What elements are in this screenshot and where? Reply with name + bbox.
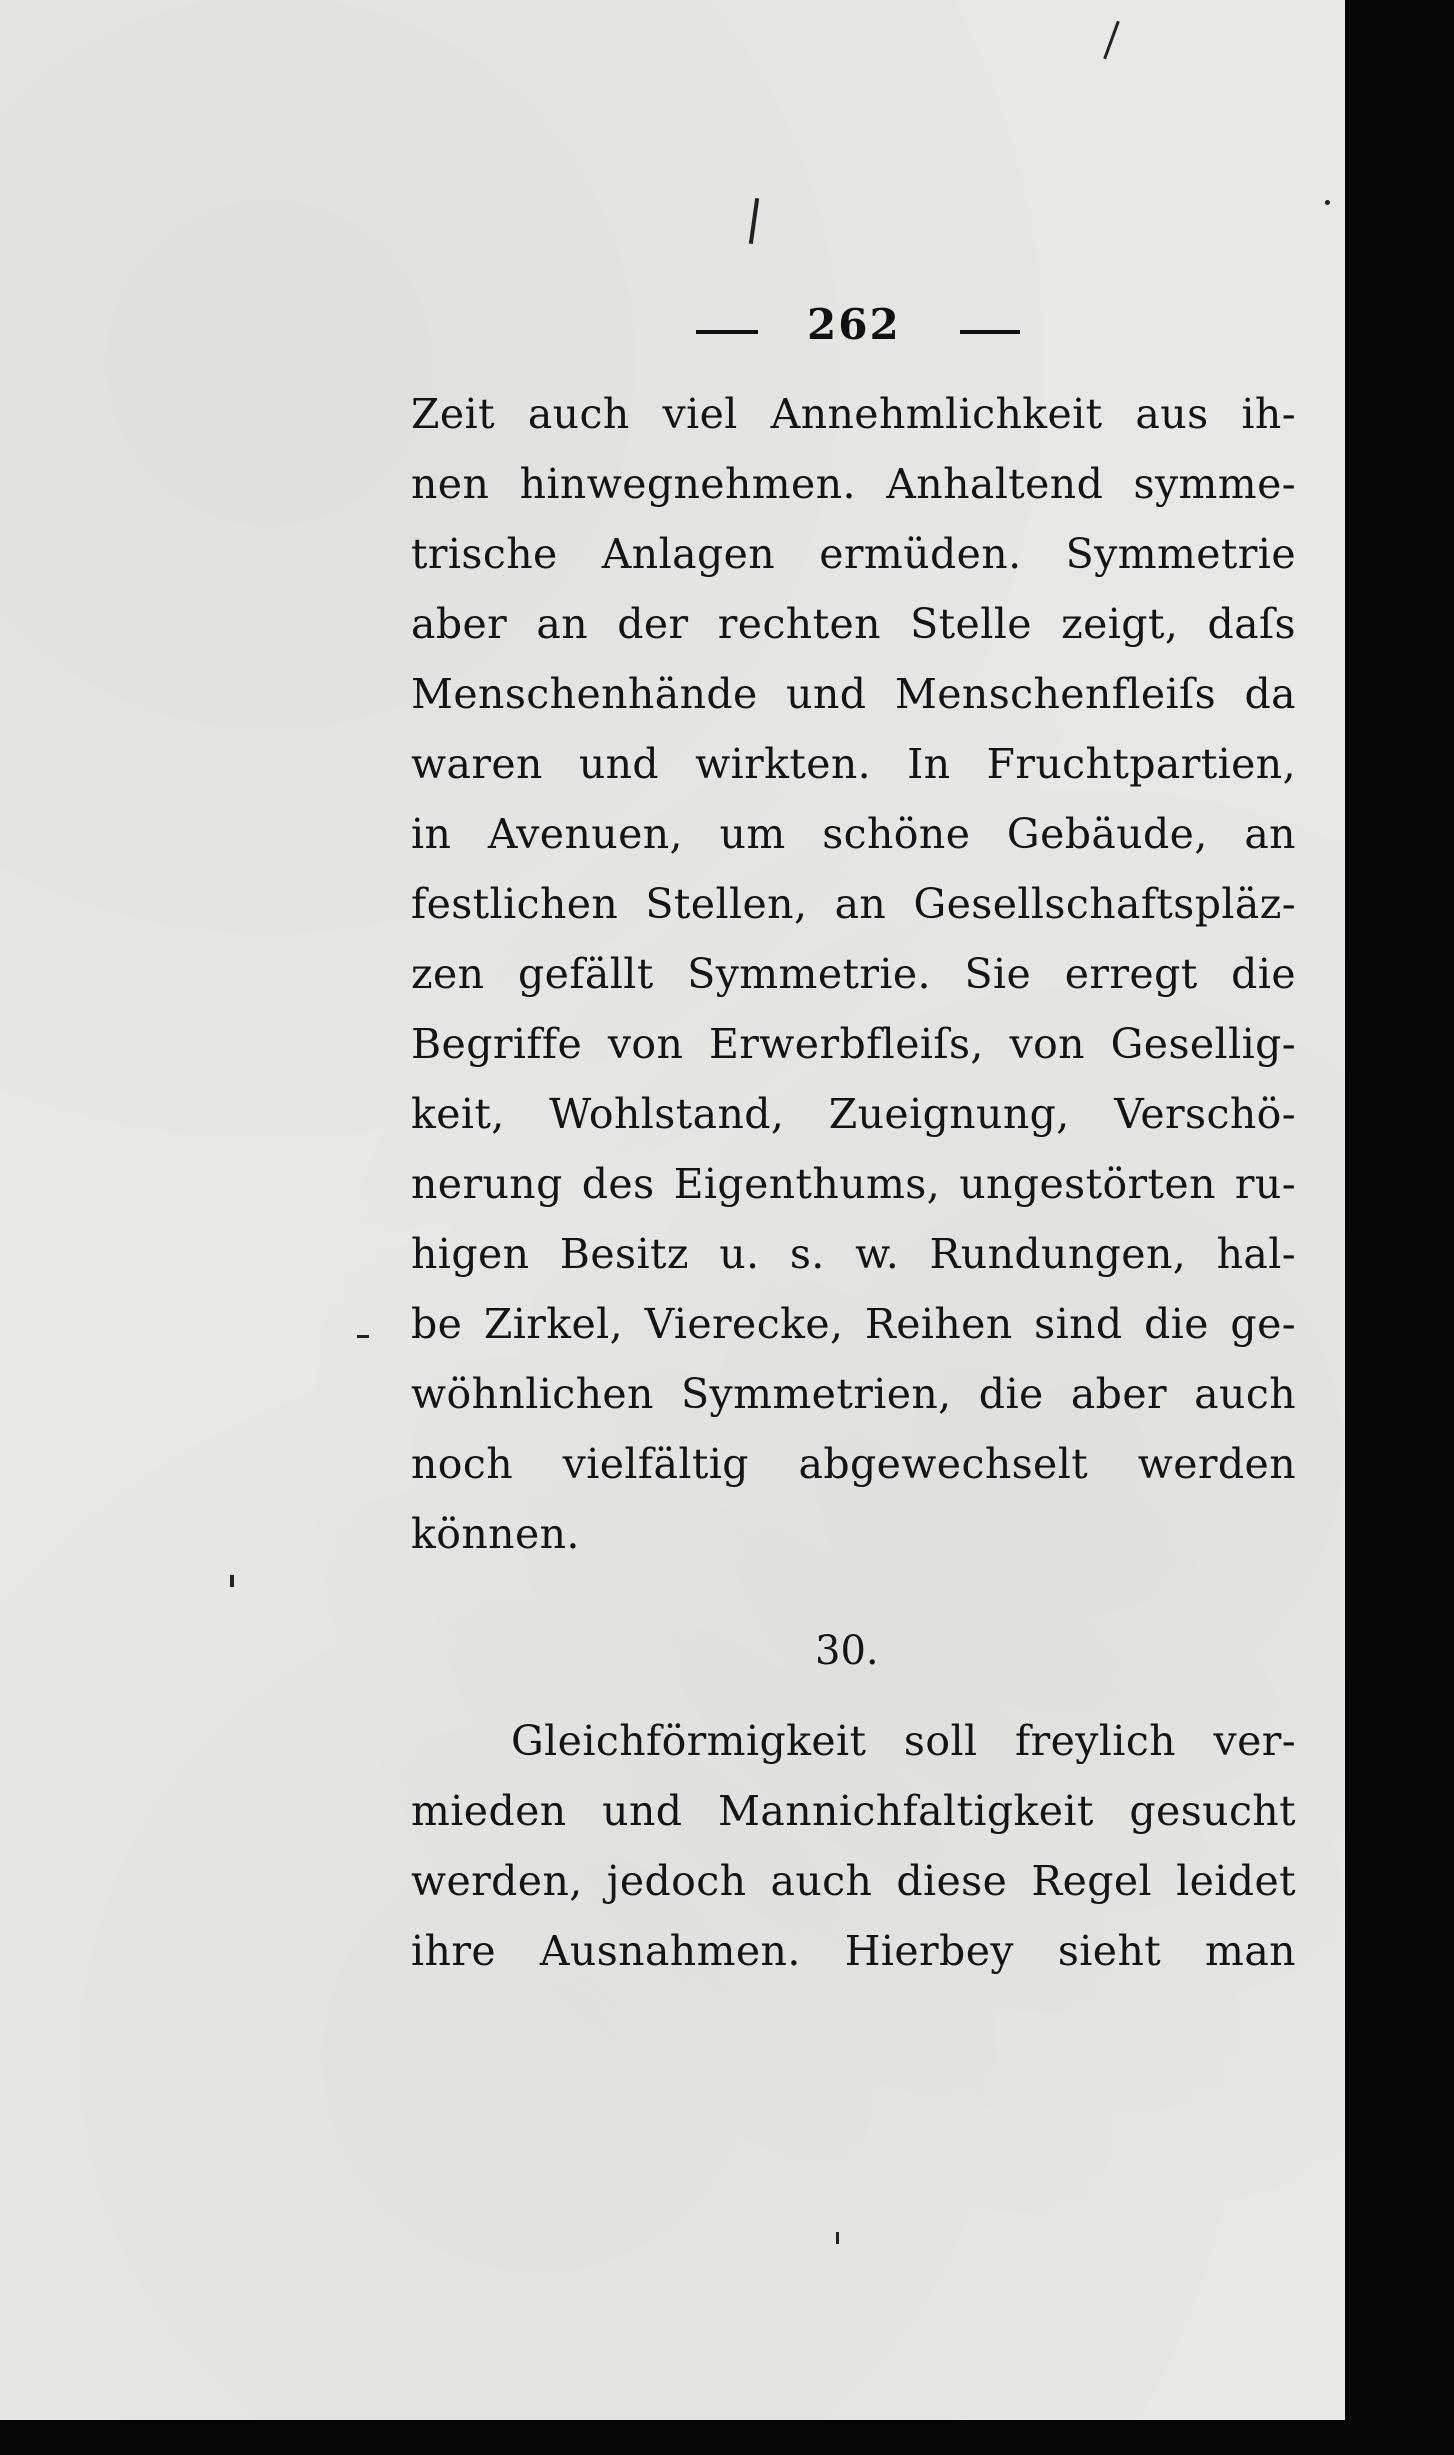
text-line: können. bbox=[411, 1510, 580, 1558]
section-number: 30. bbox=[815, 1628, 879, 1674]
scan-border-bottom bbox=[0, 2420, 1454, 2455]
ink-dot-mark bbox=[357, 1335, 369, 1338]
header-dash-right bbox=[960, 330, 1020, 334]
text-line: Begriffe von Erwerbfleiſs, von Gesellig- bbox=[411, 1020, 1296, 1068]
header-dash-left bbox=[696, 330, 758, 334]
text-line: werden, jedoch auch diese Regel leidet bbox=[411, 1857, 1296, 1905]
ink-dot-mark bbox=[836, 2232, 839, 2244]
scan-border-right bbox=[1345, 0, 1454, 2455]
text-line: nerung des Eigenthums, ungestörten ru- bbox=[411, 1160, 1296, 1208]
page-number: 262 bbox=[807, 300, 901, 349]
text-line: zen gefällt Symmetrie. Sie erregt die bbox=[411, 950, 1296, 998]
text-line: waren und wirkten. In Fruchtpartien, bbox=[411, 740, 1296, 788]
text-line: noch vielfältig abgewechselt werden bbox=[411, 1440, 1296, 1488]
ink-dot-mark bbox=[230, 1575, 234, 1587]
text-line: Gleichförmigkeit soll freylich ver- bbox=[511, 1717, 1296, 1765]
text-line: Zeit auch viel Annehmlichkeit aus ih- bbox=[411, 390, 1296, 438]
ink-stroke-mark bbox=[1103, 21, 1120, 60]
text-line: aber an der rechten Stelle zeigt, daſs bbox=[411, 600, 1296, 648]
ink-dot-mark bbox=[1325, 200, 1330, 205]
text-line: trische Anlagen ermüden. Symmetrie bbox=[411, 530, 1296, 578]
text-line: Menschenhände und Menschenfleiſs da bbox=[411, 670, 1296, 718]
text-line: in Avenuen, um schöne Gebäude, an bbox=[411, 810, 1296, 858]
text-line: festlichen Stellen, an Gesellschaftspläz- bbox=[411, 880, 1296, 928]
page-header bbox=[680, 300, 1030, 360]
text-line: wöhnlichen Symmetrien, die aber auch bbox=[411, 1370, 1296, 1418]
text-line: higen Besitz u. s. w. Rundungen, hal- bbox=[411, 1230, 1296, 1278]
text-line: be Zirkel, Vierecke, Reihen sind die ge- bbox=[411, 1300, 1296, 1348]
ink-stroke-mark bbox=[749, 198, 759, 244]
text-line: mieden und Mannichfaltigkeit gesucht bbox=[411, 1787, 1296, 1835]
text-line: keit, Wohlstand, Zueignung, Verschö- bbox=[411, 1090, 1296, 1138]
text-line: ihre Ausnahmen. Hierbey sieht man bbox=[411, 1927, 1296, 1975]
text-line: nen hinwegnehmen. Anhaltend symme- bbox=[411, 460, 1296, 508]
